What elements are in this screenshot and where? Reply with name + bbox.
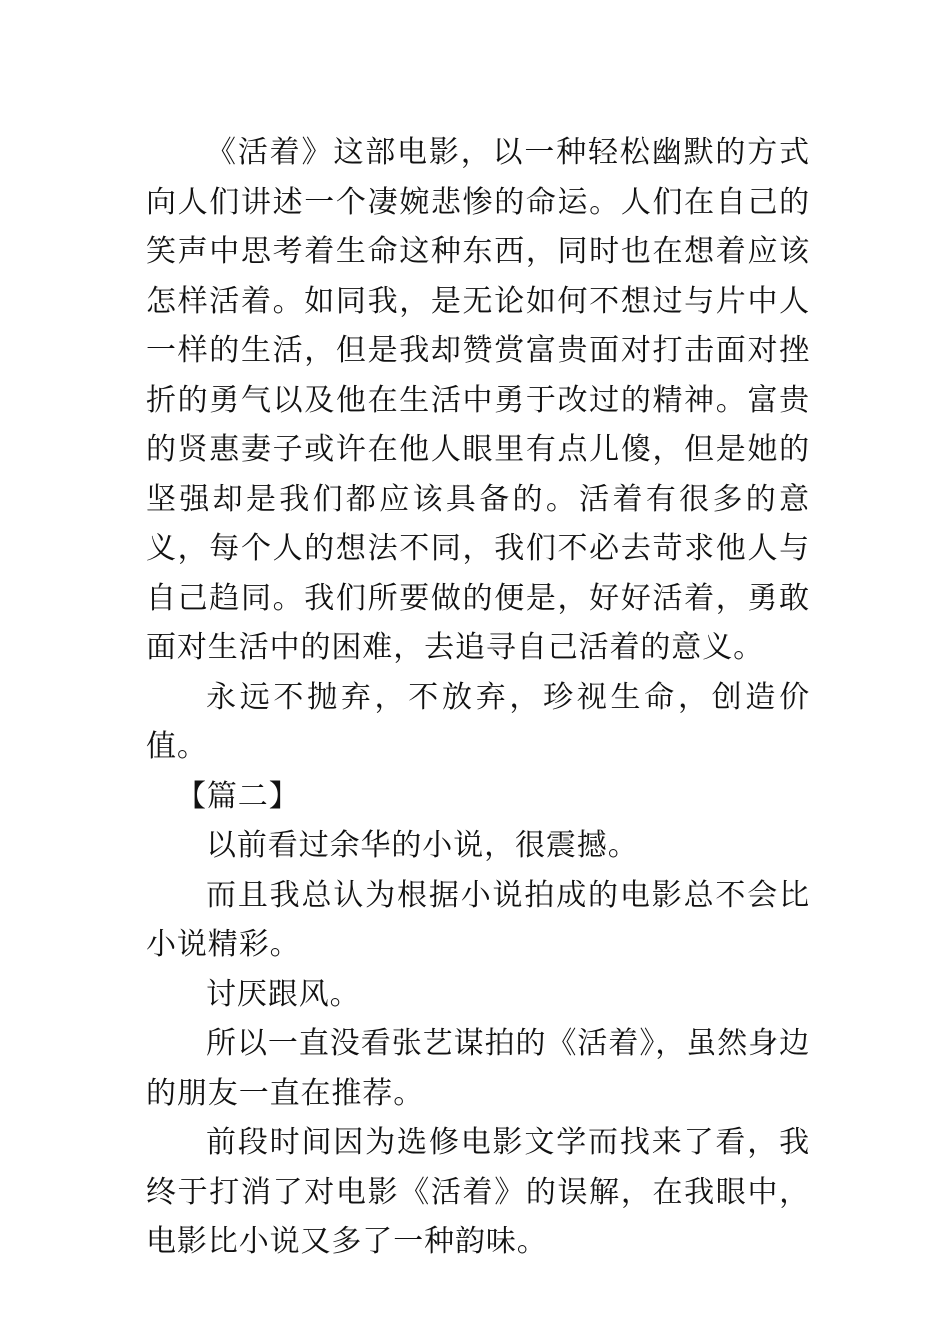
document-body [146,128,810,1267]
paragraph-conclusion: 永远不抛弃，不放弃，珍视生命，创造价值。 [146,679,810,764]
paragraph-review-body: 《活着》这部电影，以一种轻松幽默的方式向人们讲述一个凄婉悲惨的命运。人们在自己的笑声中思考着生命这种东西，同时也在想着应该怎样活着。如同我，是无论如何不想过与片中人一样的生活，但是我却赞赏富贵面对打击面对挫折的勇气以及他在生活中勇于改过的精神。富贵的贤惠妻子或许在他人眼里有点儿傻，但是她的坚强却是我们都应该具备的。活着有很多的意义，每个人的想法不同，我们不必去苛求他人与自己趋同。我们所要做的便是，好好活着，勇敢面对生活中的困难，去追寻自己活着的意义。 [146,135,810,665]
paragraph-watched-film: 前段时间因为选修电影文学而找来了看，我终于打消了对电影《活着》的误解，在我眼中，电影比小说又多了一种韵味。 [146,1125,810,1259]
paragraph-not-watched: 所以一直没看张艺谋拍的《活着》，虽然身边的朋友一直在推荐。 [146,1026,810,1111]
section-heading-part-two: 【篇二】 [176,778,300,814]
paragraph-dislike-trend: 讨厌跟风。 [206,976,361,1012]
paragraph-adaptation-opinion: 而且我总认为根据小说拍成的电影总不会比小说精彩。 [146,877,810,962]
paragraph-novel-read: 以前看过余华的小说，很震撼。 [206,828,639,863]
